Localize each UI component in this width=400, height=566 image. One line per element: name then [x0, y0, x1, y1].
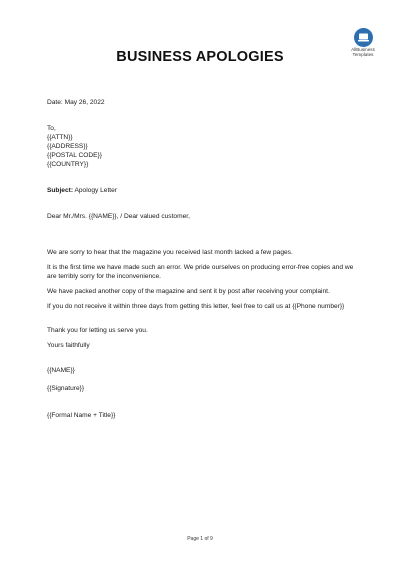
recipient-attn: {{ATTN}} [47, 134, 73, 141]
letter-date: Date: May 26, 2022 [47, 99, 105, 106]
paragraph-3: We have packed another copy of the magazine and sent it by post after receiving your complaint. [47, 288, 330, 295]
paragraph-1: We are sorry to hear that the magazine you received last month lacked a few pages. [47, 249, 293, 256]
page-number: Page 1 of 9 [187, 536, 213, 542]
closing-line: Yours faithfully [47, 342, 90, 349]
sender-name: {{NAME}} [47, 367, 75, 374]
logo-text-line1: AllBusiness [351, 47, 375, 52]
paragraph-4: If you do not receive it within three days from getting this letter, feel free to call us at {{Phone number}} [47, 303, 345, 310]
recipient-country: {{COUNTRY}} [47, 161, 89, 168]
logo-icon [354, 28, 373, 47]
subject-label: Subject: [47, 187, 74, 194]
sender-signature: {{Signature}} [47, 385, 85, 392]
salutation: Dear Mr./Mrs. {{NAME}}, / Dear valued customer, [47, 213, 190, 220]
subject-line [47, 186, 117, 195]
document-title: BUSINESS APOLOGIES [116, 49, 284, 65]
logo-text-line2: Templates [352, 52, 374, 58]
paragraph-5: Thank you for letting us serve you. [47, 327, 148, 334]
recipient-postal-code: {{POSTAL CODE}} [47, 152, 102, 159]
recipient-address: {{ADDRESS}} [47, 143, 88, 150]
subject-value: Apology Letter [74, 187, 118, 194]
sender-formal-name-title: {{Formal Name + Title}} [47, 412, 116, 419]
paragraph-2: It is the first time we have made such an error. We pride ourselves on producing error-free copies and we are terribly sorry for the inconvenience. [47, 264, 354, 281]
recipient-to: To, [47, 125, 56, 132]
